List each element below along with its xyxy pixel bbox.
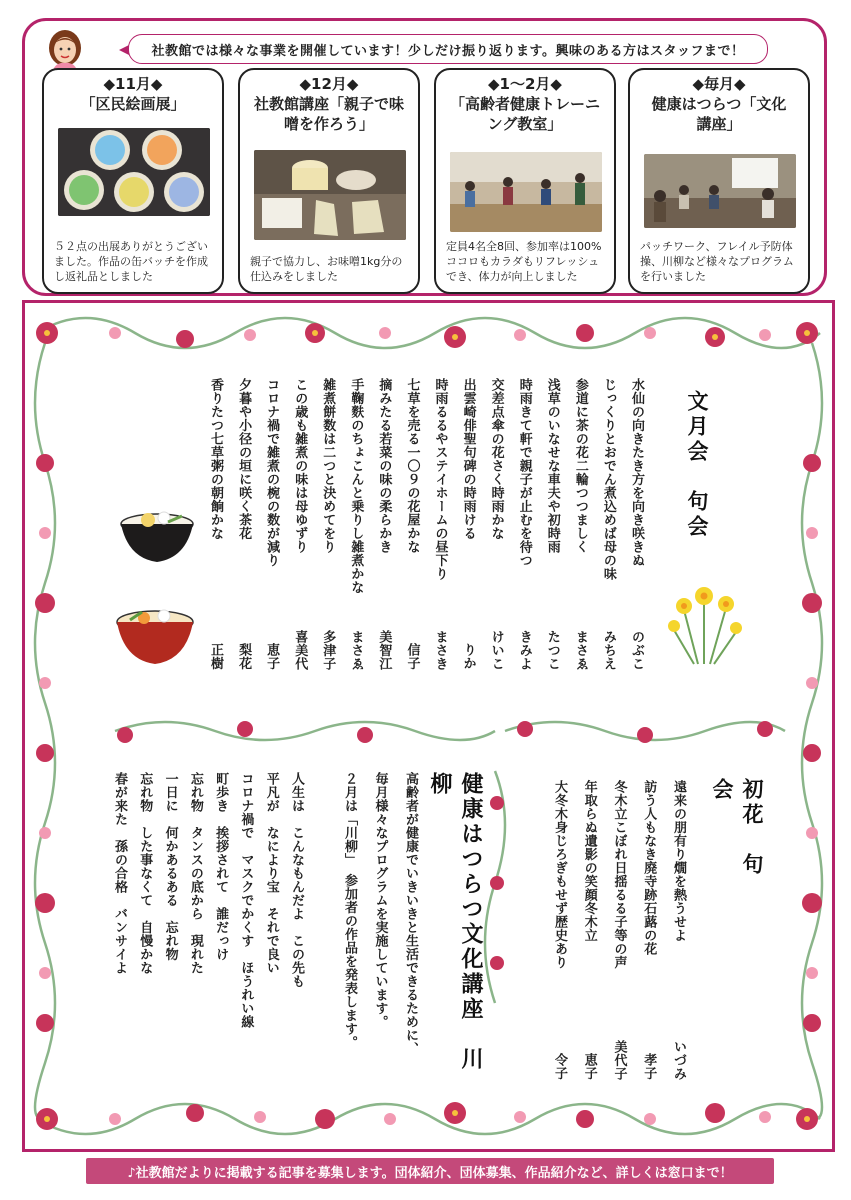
culture-class-photo — [644, 154, 796, 228]
poem-text: 夕暮や小径の垣に咲く茶花 — [236, 378, 252, 540]
miso-photo — [254, 150, 406, 240]
poem-author: 令子 — [552, 1053, 567, 1080]
card-month: ◆1～2月◆ — [488, 75, 562, 93]
poem-column — [290, 378, 309, 670]
intro-speech-bubble: 社教館では様々な事業を開催しています！少しだけ振り返ります。興味のある方はスタッフまで！ — [128, 34, 768, 64]
text-column — [161, 772, 180, 1072]
poem-author: まさき — [432, 629, 448, 670]
poem-author: 信子 — [404, 643, 420, 670]
senryu-title: 健康はつらつ文化講座 川柳 — [427, 772, 483, 1072]
line-text: コロナ禍で マスクでかくす ほうれい線 — [238, 772, 254, 1029]
poem-column — [571, 378, 590, 670]
poem-text: 手鞠麩のちょこんと乗りし雑煮かな — [348, 378, 364, 594]
poem-author: 美智江 — [376, 629, 392, 670]
poem-author: りか — [460, 643, 476, 670]
poem-text: 時雨るるやステイホームの昼下り — [432, 378, 448, 581]
poem-author: まさゑ — [348, 629, 364, 670]
poem-author: みちえ — [600, 629, 616, 670]
card-caption: パッチワーク、フレイル予防体操、川柳など様々なプログラムを行いました — [640, 240, 794, 283]
text-column — [287, 772, 306, 1072]
poem-column — [487, 378, 506, 670]
poem-column — [543, 378, 562, 670]
card-title: 「高齢者健康トレーニング教室」 — [450, 95, 601, 133]
haiku1-title: 文月会 句会 — [685, 390, 709, 540]
daffodil-icon — [664, 580, 746, 666]
poem-author: 多津子 — [320, 629, 336, 670]
card-caption: 定員4名全8回、参加率は100%ココロもカラダもリフレッシュでき、体力が向上しました — [446, 240, 602, 283]
line-text: 忘れ物 した事なくて 自慢かな — [137, 772, 153, 975]
card-month: ◆毎月◆ — [692, 75, 746, 93]
poem-column — [610, 780, 629, 1080]
text-column — [262, 772, 281, 1072]
poem-text: じっくりとおでん煮込めば母の味 — [600, 378, 616, 581]
event-card-november — [42, 68, 224, 294]
poem-column — [580, 780, 599, 1080]
poem-text: 遠来の朋有り燗を熱うせよ — [671, 780, 686, 942]
poem-text: コロナ禍で雑煮の椀の数が減り — [264, 378, 280, 567]
event-card-december — [238, 68, 420, 294]
poem-text: 交差点傘の花さく時雨かな — [488, 378, 504, 540]
senryu-intro — [340, 772, 420, 1072]
card-month: ◆11月◆ — [103, 75, 163, 93]
poem-author: まさゑ — [572, 629, 588, 670]
poem-author: たつこ — [544, 629, 560, 670]
woman-avatar-icon — [40, 26, 90, 74]
card-title: 社教館講座「親子で味噌を作ろう」 — [253, 95, 404, 133]
poem-author: 恵子 — [581, 1053, 597, 1080]
poem-column — [346, 378, 365, 670]
footer-notice: ♪社教館だよりに掲載する記事を募集します。団体紹介、団体募集、作品紹介など、詳しくは窓口まで！ — [86, 1158, 774, 1184]
text-column — [211, 772, 230, 1072]
line-text: 毎月様々なプログラムを実施しています。 — [372, 772, 388, 1029]
ozoni-bowl-icon — [118, 498, 196, 568]
text-column — [186, 772, 205, 1072]
poem-column — [669, 780, 688, 1080]
poem-author: 孝子 — [641, 1053, 657, 1080]
poem-text: 時雨きて軒で親子が止むを待つ — [516, 378, 532, 567]
poem-text: 訪う人もなき廃寺跡石蕗の花 — [641, 780, 657, 956]
line-text: 春が来た 孫の合格 バンサイよ — [112, 772, 127, 975]
line-text: 町歩き 挨拶されて 誰だっけ — [213, 772, 229, 961]
line-text: 高齢者が健康でいきいきと生活できるために、 — [403, 772, 418, 1056]
poem-text: 年取らぬ遺影の笑顔冬木立 — [581, 780, 597, 942]
poem-column — [402, 378, 421, 670]
poem-column — [206, 378, 225, 670]
line-text: 平凡が なにより宝 それで良い — [263, 772, 279, 975]
poem-text: 参道に茶の花二輪つつましく — [572, 378, 588, 554]
senryu-list — [110, 772, 306, 1072]
card-caption: 親子で協力し、お味噌1kg分の仕込みをしました — [250, 255, 403, 283]
card-title: 「区民絵画展」 — [80, 95, 186, 113]
poem-text: 浅草のいなせな車夫や初時雨 — [544, 378, 560, 554]
haiku2-list — [550, 780, 688, 1080]
event-card-jan-feb — [434, 68, 616, 294]
haiku2-title: 初花 句会 — [710, 778, 764, 878]
culture-class-image — [644, 154, 796, 228]
poem-author: 喜美代 — [292, 629, 308, 670]
line-text: 人生は こんなもんだよ この先も — [288, 772, 304, 988]
ozoni-bowl-red-icon — [114, 596, 196, 670]
poem-text: この歳も雑煮の味は母ゆずり — [292, 378, 308, 554]
line-text: 一日に 何かあるある 忘れ物 — [162, 772, 178, 961]
poem-text: 七草を売る一〇９の花屋かな — [404, 378, 420, 554]
poem-column — [515, 378, 534, 670]
poem-author: きみよ — [516, 629, 532, 670]
text-column — [236, 772, 255, 1072]
text-column — [135, 772, 154, 1072]
poem-author: 恵子 — [264, 643, 280, 670]
poem-author: いづみ — [671, 1039, 686, 1080]
card-caption: ５２点の出展ありがとうございました。作品の缶バッチを作成し返礼品としました — [54, 240, 208, 283]
card-month: ◆12月◆ — [299, 75, 359, 93]
poem-column — [431, 378, 450, 670]
text-column — [401, 772, 420, 1072]
text-column — [340, 772, 359, 1072]
line-text: ２月は「川柳」 参加者の作品を発表します。 — [342, 772, 357, 1049]
text-column — [371, 772, 390, 1072]
exercise-class-image — [450, 152, 602, 232]
poem-text: 雑煮餅数は二つと決めてをり — [320, 378, 336, 554]
poem-text: 出雲崎俳聖句碑の時雨ける — [460, 378, 476, 540]
miso-making-image — [254, 150, 406, 240]
poem-column — [639, 780, 658, 1080]
poem-column — [627, 378, 646, 670]
poem-author: のぶこ — [628, 629, 644, 670]
haiku1-list — [206, 378, 646, 670]
line-text: 忘れ物 タンスの底から 現れた — [187, 772, 203, 975]
poem-author: 梨花 — [236, 643, 252, 670]
poem-column — [234, 378, 253, 670]
poem-text: 香りたつ七草粥の朝餉かな — [208, 378, 223, 540]
poem-text: 冬木立こぼれ日揺るる子等の声 — [611, 780, 627, 969]
training-photo — [450, 152, 602, 232]
poem-column — [459, 378, 478, 670]
poem-column — [318, 378, 337, 670]
poem-author: 正樹 — [208, 643, 223, 670]
poem-text: 摘みたる若菜の味の柔らかき — [376, 378, 392, 554]
poem-column — [374, 378, 393, 670]
poem-text: 水仙の向きたき方を向き咲きぬ — [628, 378, 644, 567]
poem-column — [550, 780, 569, 1080]
poem-column — [599, 378, 618, 670]
card-title: 健康はつらつ「文化講座」 — [651, 95, 787, 133]
poem-author: 美代子 — [611, 1039, 627, 1080]
badge-photo — [58, 128, 210, 216]
event-card-monthly — [628, 68, 810, 294]
poem-text: 大冬木身じろぎもせず歴史あり — [552, 780, 567, 969]
painting-badges-image — [58, 128, 210, 216]
poem-author: けいこ — [488, 629, 504, 670]
poem-column — [262, 378, 281, 670]
text-column — [110, 772, 129, 1072]
